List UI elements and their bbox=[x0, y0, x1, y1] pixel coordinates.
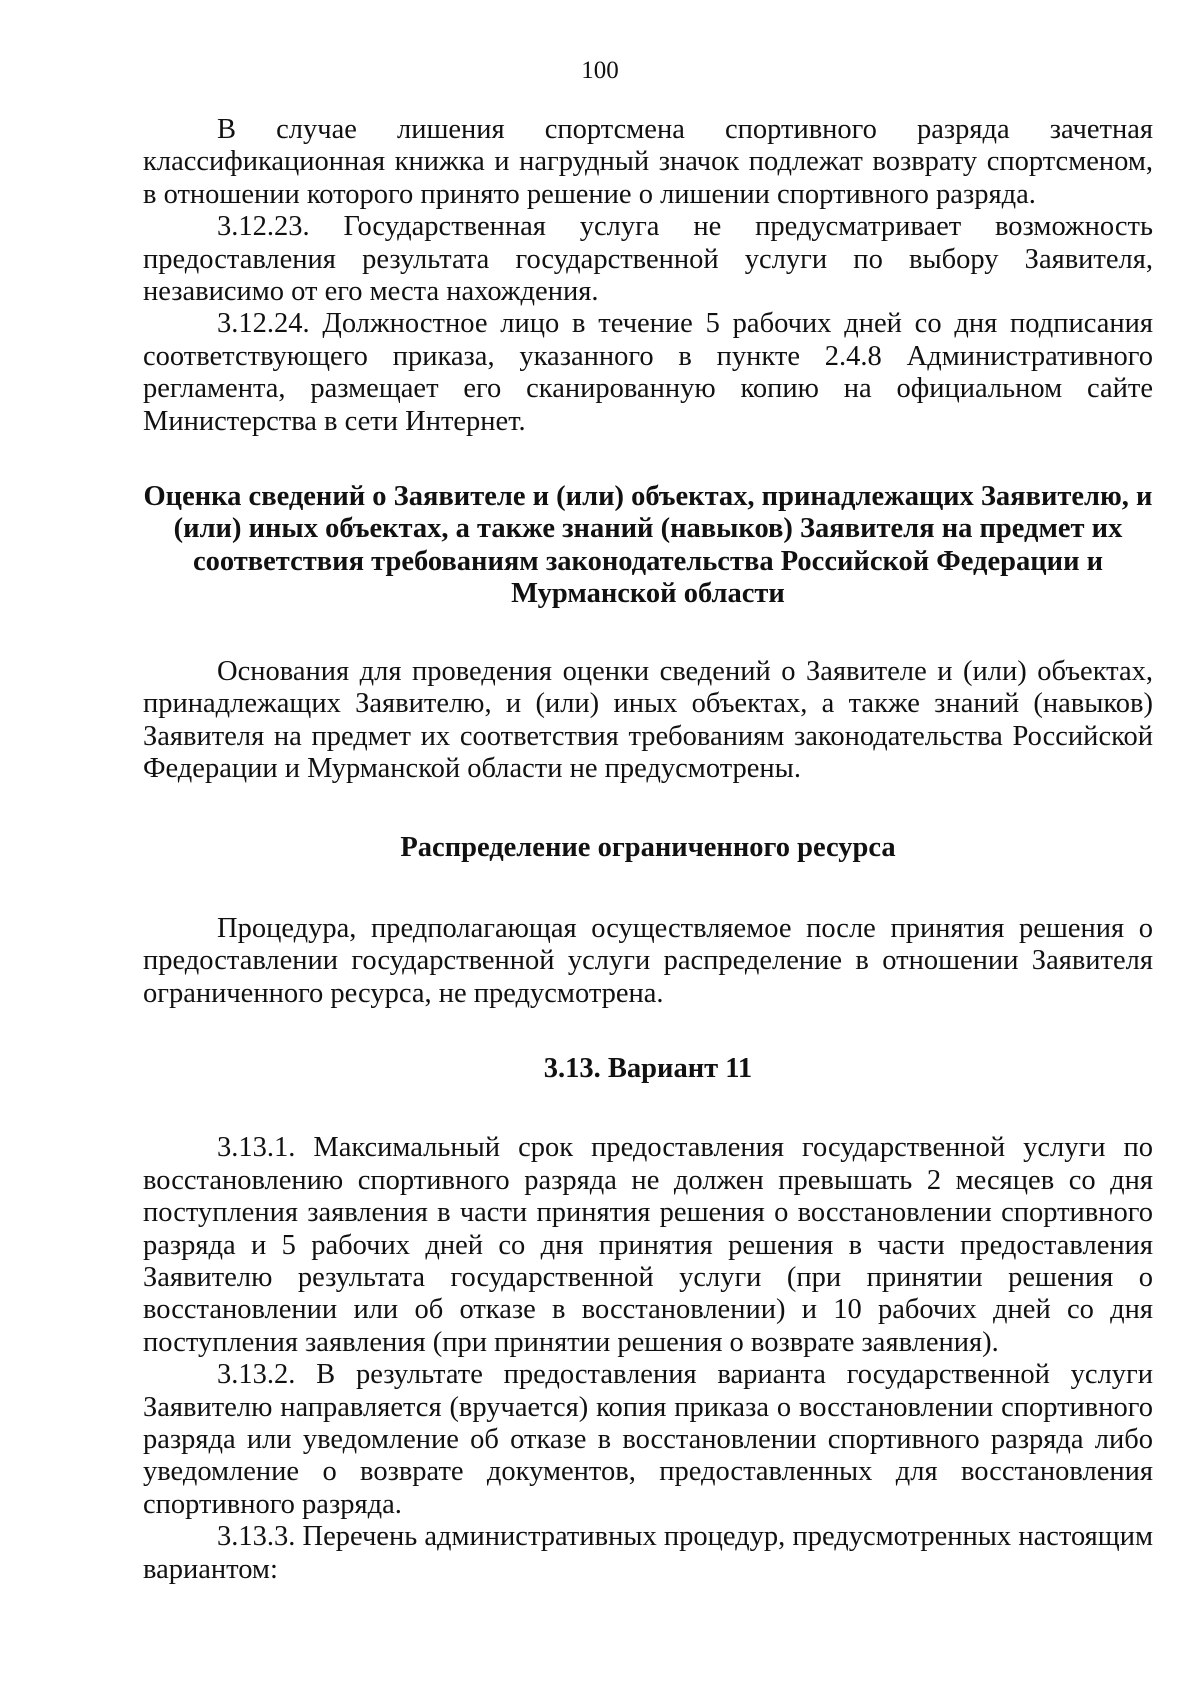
section-heading-variant: 3.13. Вариант 11 bbox=[543, 1052, 753, 1084]
page-number: 100 bbox=[581, 57, 619, 84]
paragraph-3-13-1: 3.13.1. Максимальный срок предоставления государственной услуги по восстановлению спортивного разряда не должен превышать 2 месяцев со дня поступления заявления в части принятия решения о восстановлении спортивного разряда и 5 рабочих дней со дня принятия решения в части предоставления Заявителю результата государственной услуги (при принятии решения о восстановлении или об отказе в восстановлении) и 10 рабочих дней со дня поступления заявления (при принятии решения о возврате заявления). bbox=[143, 1132, 1153, 1358]
paragraph-3-12-23: 3.12.23. Государственная услуга не предусматривает возможность предоставления результата государственной услуги по выбору Заявителя, независимо от его места нахождения. bbox=[143, 211, 1153, 308]
paragraph-3-13-3: 3.13.3. Перечень административных процедур, предусмотренных настоящим вариантом: bbox=[143, 1521, 1153, 1585]
paragraph-resource: Процедура, предполагающая осуществляемое после принятия решения о предоставлении государственной услуги распределение в отношении Заявителя ограниченного ресурса, не предусмотрена. bbox=[143, 912, 1153, 1009]
document-body bbox=[143, 114, 1153, 1586]
section-heading-resource: Распределение ограниченного ресурса bbox=[400, 832, 896, 864]
section-heading-assessment: Оценка сведений о Заявителе и (или) объектах, принадлежащих Заявителю, и (или) иных объектах, а также знаний (навыков) Заявителя на предмет их соответствия требованиям законодательства Российской Федерации и Мурманской области bbox=[143, 481, 1153, 610]
paragraph-3-12-24: 3.12.24. Должностное лицо в течение 5 рабочих дней со дня подписания соответствующего приказа, указанного в пункте 2.4.8 Административного регламента, размещает его сканированную копию на официальном сайте Министерства в сети Интернет. bbox=[143, 308, 1153, 437]
paragraph-3-13-2: 3.13.2. В результате предоставления варианта государственной услуги Заявителю направляется (вручается) копия приказа о восстановлении спортивного разряда или уведомление об отказе в восстановлении спортивного разряда либо уведомление о возврате документов, предоставленных для восстановления спортивного разряда. bbox=[143, 1359, 1153, 1520]
paragraph-sports-rank-deprivation: В случае лишения спортсмена спортивного разряда зачетная классификационная книжка и нагрудный значок подлежат возврату спортсменом, в отношении которого принято решение о лишении спортивного разряда. bbox=[143, 114, 1153, 210]
paragraph-assessment: Основания для проведения оценки сведений о Заявителе и (или) объектах, принадлежащих Заявителю, и (или) иных объектах, а также знаний (навыков) Заявителя на предмет их соответствия требованиям законодательства Российской Федерации и Мурманской области не предусмотрены. bbox=[143, 655, 1153, 784]
